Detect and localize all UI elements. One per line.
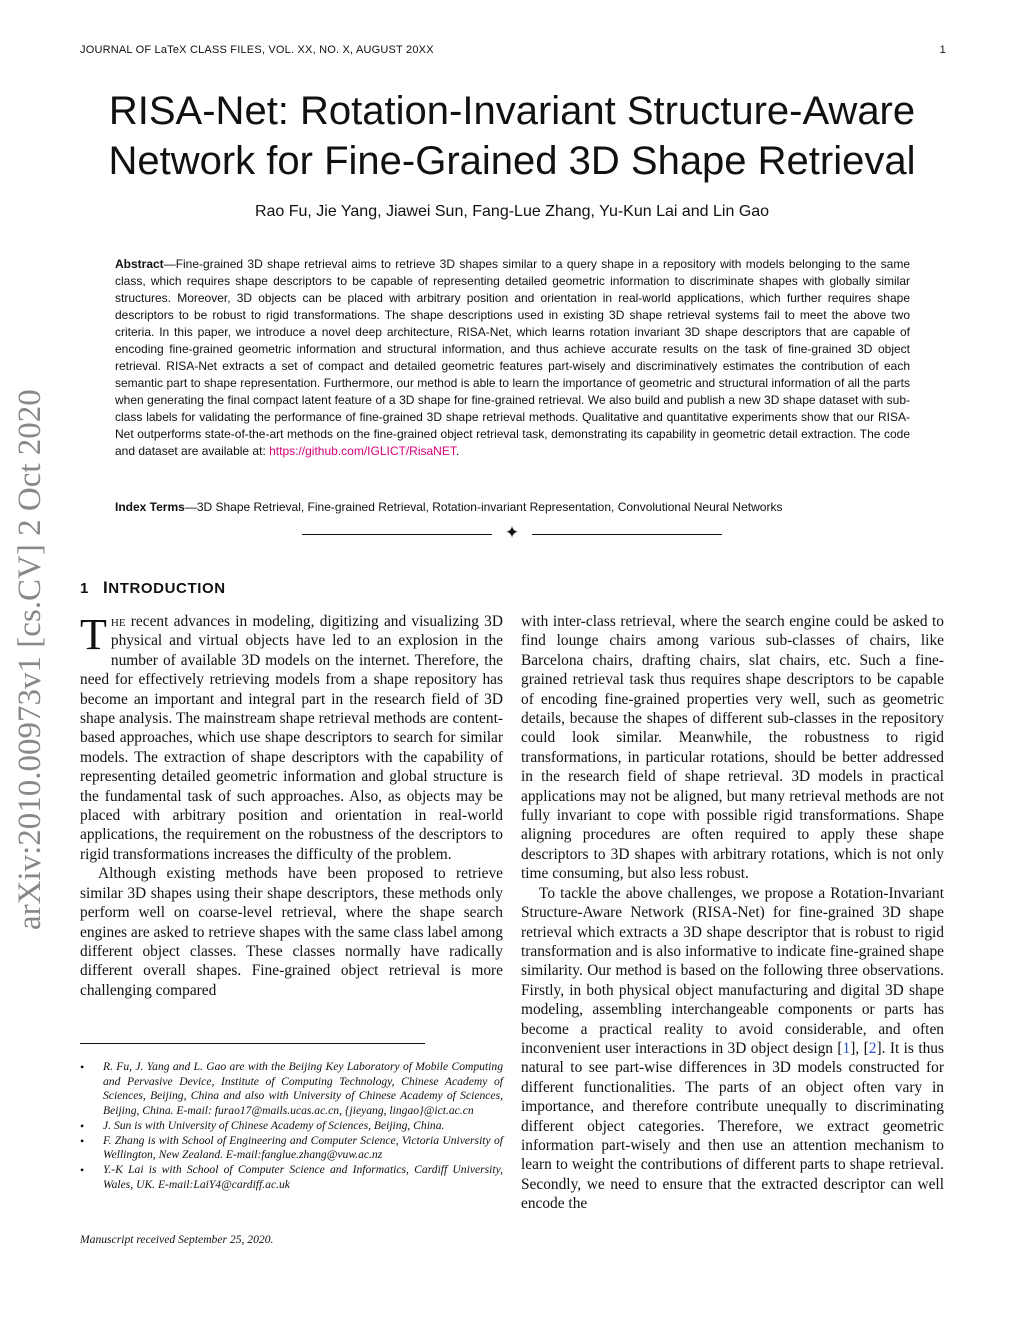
footnote-text: F. Zhang is with School of Engineering and Computer Science, Victoria University of Wellington, New Zealand. E-mail:fanglue.zhang@vuw.ac.nz — [103, 1133, 503, 1162]
abstract — [115, 256, 910, 460]
abstract-label: Abstract — [115, 257, 164, 271]
intro-paragraph-4 — [521, 884, 944, 1214]
footnotes — [80, 1060, 503, 1192]
section-divider — [302, 523, 722, 542]
page-number: 1 — [939, 44, 946, 56]
footnote-text: Y.-K Lai is with School of Computer Science and Informatics, Cardiff University, Wales, UK. E-mail:LaiY4@cardiff.ac.uk — [103, 1162, 503, 1191]
author-list: Rao Fu, Jie Yang, Jiawei Sun, Fang-Lue Zhang, Yu-Kun Lai and Lin Gao — [254, 203, 770, 220]
bullet-icon: • — [80, 1133, 85, 1148]
divider-rule-right — [532, 534, 722, 535]
intro-paragraph-2: Although existing methods have been proposed to retrieve similar 3D shapes using their shape descriptors, these methods only perform well on coarse-level retrieval, where the shape search engines are asked to retrieve shapes with the same class label among different object classes. These classes normally have radically different overall shapes. Fine-grained object retrieval is more challenging compared — [80, 865, 503, 999]
bullet-icon: • — [80, 1162, 85, 1177]
code-link[interactable]: https://github.com/IGLICT/RisaNET — [269, 444, 456, 458]
paragraph-text: ]. It is thus natural to see part-wise differences in 3D models constructed for different functionalities. The parts of an object often vary in importance, and therefore contribute unequally to discriminating different object categories. Therefore, we extract geometric information part-wisely and then use an attention mechanism to learn to weight the contributions of different parts to shape retrieval. Secondly, we need to ensure that the extracted descriptor can well encode the — [521, 1039, 944, 1213]
bullet-icon: • — [80, 1060, 85, 1074]
index-terms-text: —3D Shape Retrieval, Fine-grained Retrieval, Rotation-invariant Representation, Convolutional Neural Networks — [184, 500, 783, 514]
footnote-item — [80, 1134, 503, 1163]
section-title-rest: NTRODUCTION — [108, 580, 226, 597]
bullet-icon: • — [80, 1118, 85, 1133]
journal-name: JOURNAL OF LaTeX CLASS FILES, VOL. XX, NO. X, AUGUST 20XX — [80, 44, 434, 56]
section-number: 1 — [80, 580, 89, 597]
arxiv-identifier[interactable]: arXiv:2010.00973v1 [cs.CV] 2 Oct 2020 — [12, 389, 48, 930]
footnote-text: R. Fu, J. Yang and L. Gao are with the Beijing Key Laboratory of Mobile Computing and Pervasive Device, Institute of Computing Technology, Chinese Academy of Sciences, Beijing, China and also with University of Chinese Academy of Sciences, Beijing, China. E-mail: furao17@mails.ucas.ac.cn, {jieyang, lingao}@ict.ac.cn — [103, 1060, 503, 1118]
intro-paragraph-1-text: recent advances in modeling, digitizing and visualizing 3D physical and virtual objects have led to an explosion in the number of available 3D models on the internet. Therefore, the need for effectively retrieving models from a shape repository has become an important and integral part in the research field of 3D shape analysis. The mainstream shape retrieval methods are content-based approaches, which use shape descriptors to search for similar models. The extraction of shape descriptors with the capability of representing detailed geometric information and global structure is the fundamental task of such approaches. Also, as objects may be placed with arbitrary position and orientation in real-world applications, the requirement on the robustness of the descriptors to rigid transformations increases the difficulty of the problem. — [80, 613, 503, 863]
lead-word: he — [110, 613, 126, 630]
divider-ornament-icon: ✦ — [504, 523, 520, 542]
section-initial: I — [102, 578, 109, 597]
abstract-end: . — [455, 444, 460, 458]
drop-cap: T — [80, 610, 107, 659]
manuscript-note: Manuscript received September 25, 2020. — [80, 1233, 274, 1246]
right-column — [521, 612, 944, 1214]
intro-paragraph-1 — [80, 612, 503, 864]
index-terms-label: Index Terms — [115, 500, 185, 514]
divider-rule-left — [302, 534, 492, 535]
citation-link[interactable]: 1 — [842, 1039, 851, 1057]
footnote-item — [80, 1119, 503, 1134]
running-header — [80, 44, 946, 60]
index-terms — [115, 499, 910, 516]
section-heading — [80, 578, 226, 598]
intro-paragraph-3: with inter-class retrieval, where the search engine could be asked to find lounge chairs among various sub-classes of chairs, like Barcelona chairs, drafting chairs, slat chairs, etc. Such a fine-grained retrieval task thus requires shape descriptors to be capable of encoding fine-grained properties very well, such as geometric details, because the shapes of different sub-classes in the repository could look similar. Meanwhile, the robustness to rigid transformations, in particular rotations, should be better addressed in the research field of shape retrieval. 3D models in practical applications may not be aligned, but many retrieval methods are not fully invariant to cope with possible rigid transformations. Shape aligning procedures are often required to apply these shape descriptors to 3D shapes with arbitrary rotations, which is not only time consuming, but also less robust. — [521, 613, 944, 883]
citation-link[interactable]: 2 — [868, 1039, 877, 1057]
abstract-text: —Fine-grained 3D shape retrieval aims to retrieve 3D shapes similar to a query shape in a repository with models belonging to the same class, which requires shape descriptors to be capable of representing detailed geometric information to discriminate shapes with globally similar structures. Moreover, 3D objects can be placed with arbitrary position and orientation in real-world applications, which further requires shape descriptors to be robust to rigid transformations. The shape descriptions used in existing 3D shape retrieval systems fail to meet the above two criteria. In this paper, we introduce a novel deep architecture, RISA-Net, which learns rotation invariant 3D shape descriptors that are capable of encoding fine-grained geometric information and structural information, and thus achieve accurate results on the task of fine-grained 3D object retrieval. RISA-Net extracts a set of compact and detailed geometric features part-wisely and discriminatively estimates the contribution of each semantic part to shape representation. Furthermore, our method is able to learn the importance of geometric and structural information of all the parts when generating the final compact latent feature of a 3D shape for fine-grained retrieval. We also build and publish a new 3D shape dataset with sub-class labels for validating the performance of fine-grained 3D shape retrieval methods. Qualitative and quantitative experiments show that our RISA-Net outperforms state-of-the-art methods on the fine-grained object retrieval task, demonstrating its capability in geometric detail extraction. The code and dataset are available at: — [115, 257, 910, 458]
footnote-rule — [80, 1043, 425, 1044]
paragraph-text: To tackle the above challenges, we propose a Rotation-Invariant Structure-Aware Network (RISA-Net) for fine-grained 3D shape retrieval which extracts a 3D shape descriptor that is robust to rigid transformation and is also informative to indicate fine-grained shape similarity. Our method is based on the following three observations. Firstly, in both physical object manufacturing and digital 3D shape modeling, assembling interchangeable components or parts has become a practical reality to avoid considerable, and often inconvenient user interactions in 3D object design [ — [521, 884, 944, 1057]
footnote-text: J. Sun is with University of Chinese Academy of Sciences, Beijing, China. — [103, 1118, 445, 1132]
left-column — [80, 612, 503, 1000]
paper-title: RISA-Net: Rotation-Invariant Structure-Aware Network for Fine-Grained 3D Shape Retrieval — [108, 89, 916, 183]
footnote-item — [80, 1163, 503, 1192]
paragraph-text: ], [ — [850, 1039, 869, 1057]
footnote-item — [80, 1060, 503, 1119]
